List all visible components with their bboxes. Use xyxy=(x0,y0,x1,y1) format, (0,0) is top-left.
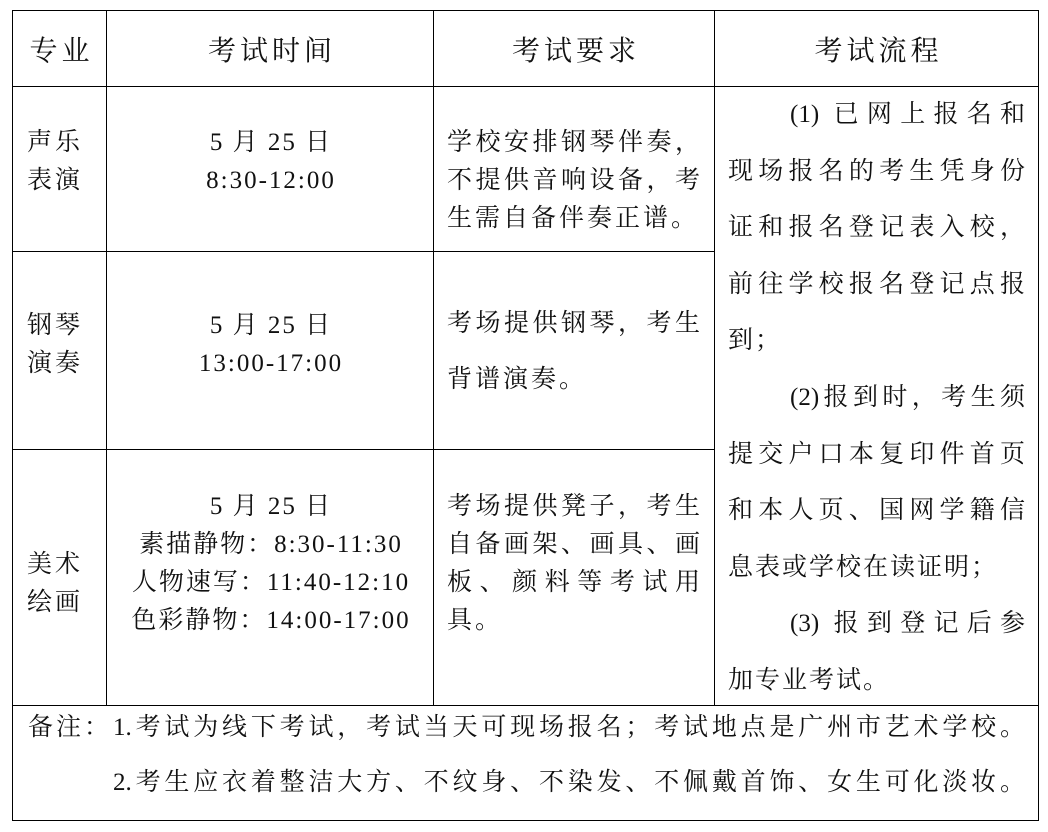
note-item: 1.考试为线下考试，考试当天可现场报名；考试地点是广州市艺术学校。 xyxy=(113,714,1025,741)
process-line: 加专业考试。 xyxy=(728,666,891,694)
process-line: 现场报名的考生凭身份 xyxy=(728,157,1025,185)
process-step-2 xyxy=(728,370,1038,596)
time-line: 色彩静物：14:00-17:00 xyxy=(131,607,411,634)
requirement-line: 不提供音响设备，考 xyxy=(447,167,700,194)
note-item: 2.考生应衣着整洁大方、不纹身、不染发、不佩戴首饰、女生可化淡妆。 xyxy=(113,769,1025,796)
requirement-line: 学校安排钢琴伴奏， xyxy=(447,129,700,156)
row-3-time-cell xyxy=(106,449,434,706)
header-exam-process: 考试流程 xyxy=(814,35,943,67)
requirement-line: 考场提供钢琴，考生 xyxy=(447,310,700,337)
time-line: 5 月 25 日 xyxy=(209,312,333,339)
requirement-line: 生需自备伴奏正谱。 xyxy=(447,205,700,232)
time-line: 13:00-17:00 xyxy=(198,350,344,377)
row-2-requirement-cell xyxy=(433,251,715,450)
header-major: 专业 xyxy=(29,35,94,67)
header-exam-time: 考试时间 xyxy=(207,35,336,67)
requirement-line: 板、颜料等考试用 xyxy=(447,569,700,596)
header-cell-exam-time xyxy=(106,10,434,87)
requirement-line: 背谱演奏。 xyxy=(447,366,588,393)
process-step-3 xyxy=(728,596,1038,709)
process-line: (3) 报到登记后参 xyxy=(790,610,1025,638)
requirement-line: 具。 xyxy=(447,607,504,634)
header-cell-exam-process xyxy=(714,10,1039,87)
row-1-major-cell xyxy=(12,86,107,252)
process-line: (2)报到时，考生须 xyxy=(790,383,1025,411)
process-line: 证和报名登记表入校， xyxy=(728,214,1025,242)
process-line: 息表或学校在读证明； xyxy=(728,553,999,581)
header-cell-exam-requirement xyxy=(433,10,715,87)
process-line: 到； xyxy=(728,327,783,355)
row-2-time-cell xyxy=(106,251,434,450)
major-line: 钢琴 xyxy=(27,312,84,339)
process-line: 前往学校报名登记点报 xyxy=(728,270,1025,298)
row-1-time-cell xyxy=(106,86,434,252)
process-step-1 xyxy=(728,87,1038,370)
header-cell-major xyxy=(12,10,107,87)
process-line: 和本人页、国网学籍信 xyxy=(728,497,1025,525)
row-3-requirement-cell xyxy=(433,449,715,706)
notes-cell xyxy=(12,705,1039,821)
requirement-line: 自备画架、画具、画 xyxy=(447,531,700,558)
notes-block xyxy=(28,700,1025,810)
process-line: (1) 已网上报名和 xyxy=(790,101,1025,128)
major-line: 声乐 xyxy=(27,129,84,156)
major-line: 美术 xyxy=(27,551,84,578)
time-line: 人物速写：11:40-12:10 xyxy=(131,569,411,596)
time-line: 5 月 25 日 xyxy=(209,129,333,156)
major-line: 表演 xyxy=(27,167,84,194)
note-line xyxy=(28,755,1025,810)
process-cell xyxy=(714,86,1039,706)
time-line: 素描静物：8:30-11:30 xyxy=(139,531,403,558)
row-1-requirement-cell xyxy=(433,86,715,252)
major-line: 绘画 xyxy=(27,589,84,616)
note-label: 备注： xyxy=(28,714,113,741)
note-label-spacer xyxy=(28,755,113,810)
major-line: 演奏 xyxy=(27,350,84,377)
time-line: 8:30-12:00 xyxy=(206,167,336,194)
row-2-major-cell xyxy=(12,251,107,450)
row-3-major-cell xyxy=(12,449,107,706)
time-line: 5 月 25 日 xyxy=(209,493,333,520)
header-exam-requirement: 考试要求 xyxy=(511,35,640,67)
requirement-line: 考场提供凳子，考生 xyxy=(447,493,700,520)
process-line: 提交户口本复印件首页 xyxy=(728,440,1025,468)
note-line xyxy=(28,700,1025,755)
